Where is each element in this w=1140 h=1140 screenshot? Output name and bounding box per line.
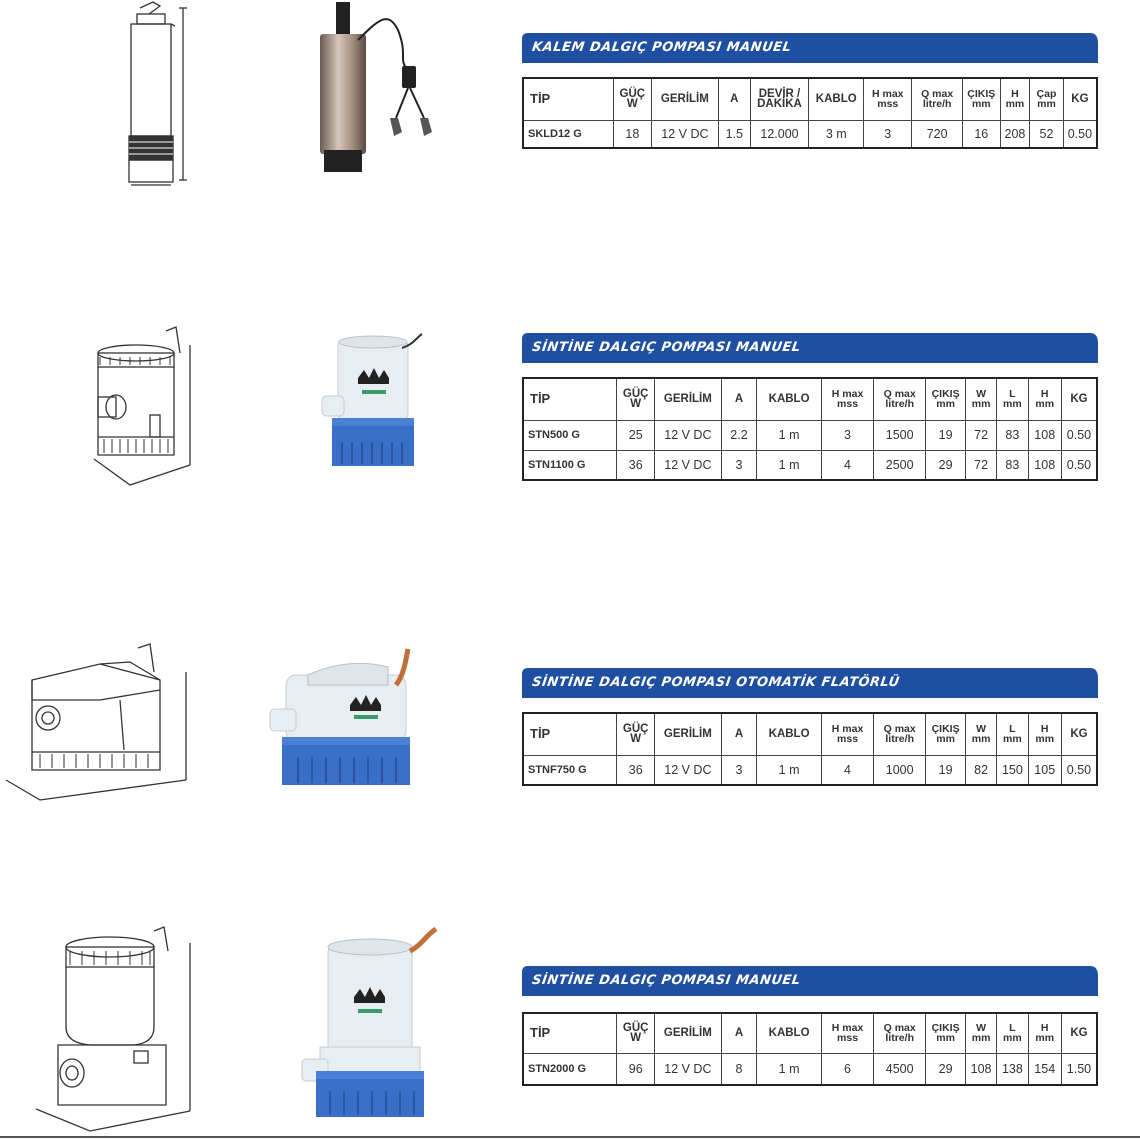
table-cell: 83 (997, 420, 1028, 450)
section-title: SİNTİNE DALGIÇ POMPASI MANUEL (531, 973, 802, 988)
model-code: STN1100 G (523, 450, 617, 480)
table-row (523, 120, 1097, 148)
table-row (523, 755, 1097, 785)
table-cell: 12 V DC (654, 450, 721, 480)
table-cell: 0.50 (1063, 120, 1097, 148)
header-cell: Q max litre/h (874, 1013, 926, 1053)
table-cell: 720 (912, 120, 962, 148)
header-cell: Q max litre/h (874, 713, 926, 755)
section-4-banner (522, 966, 1098, 996)
header-cell: A (721, 378, 756, 420)
header-cell: H max mss (821, 378, 873, 420)
header-cell: L mm (997, 713, 1028, 755)
header-cell: TİP (523, 713, 617, 755)
header-cell: ÇIKIŞ mm (926, 378, 966, 420)
table-cell: 108 (1028, 420, 1061, 450)
header-cell: W mm (965, 378, 996, 420)
table-cell: 3 (864, 120, 912, 148)
header-cell: H max mss (821, 1013, 873, 1053)
table-cell: 208 (1000, 120, 1029, 148)
table-cell: 12 V DC (654, 755, 721, 785)
pen-pump-photo (298, 0, 448, 180)
table-cell: 1 m (757, 450, 822, 480)
table-row (523, 450, 1097, 480)
header-cell: KABLO (757, 378, 822, 420)
header-cell: H mm (1028, 1013, 1061, 1053)
header-cell: L mm (997, 1013, 1028, 1053)
header-cell: W mm (965, 1013, 996, 1053)
table-cell: 12.000 (750, 120, 809, 148)
table-cell: 25 (617, 420, 655, 450)
header-cell: KABLO (757, 713, 822, 755)
header-cell: Q max litre/h (912, 78, 962, 120)
header-cell: GERİLİM (654, 378, 721, 420)
table-cell: 0.50 (1061, 450, 1097, 480)
table-cell: 36 (617, 450, 655, 480)
table-cell: 16 (962, 120, 1000, 148)
header-cell: ÇIKIŞ mm (962, 78, 1000, 120)
header-cell: L mm (997, 378, 1028, 420)
table-cell: 29 (926, 1053, 966, 1085)
table-cell: 138 (997, 1053, 1028, 1085)
table-cell: 6 (821, 1053, 873, 1085)
bilge-pump-drawing (80, 325, 200, 495)
table-cell: 52 (1030, 120, 1064, 148)
table-cell: 154 (1028, 1053, 1061, 1085)
table-cell: 8 (721, 1053, 756, 1085)
table-cell: 72 (965, 420, 996, 450)
table-cell: 4500 (874, 1053, 926, 1085)
header-cell: KABLO (757, 1013, 822, 1053)
table-cell: 0.50 (1061, 755, 1097, 785)
table-cell: 72 (965, 450, 996, 480)
table-cell: 150 (997, 755, 1028, 785)
model-code: STNF750 G (523, 755, 617, 785)
header-row (523, 378, 1097, 420)
header-cell: ÇIKIŞ mm (926, 713, 966, 755)
table-cell: 108 (965, 1053, 996, 1085)
table-cell: 3 (721, 450, 756, 480)
table-cell: 3 (821, 420, 873, 450)
header-cell: GÜÇ W (617, 713, 655, 755)
large-bilge-pump-drawing (30, 925, 210, 1135)
header-cell: KABLO (809, 78, 864, 120)
table-cell: 1500 (874, 420, 926, 450)
header-cell: H mm (1000, 78, 1029, 120)
model-code: STN500 G (523, 420, 617, 450)
header-cell: DEVİR / DAKİKA (750, 78, 809, 120)
header-cell: KG (1061, 713, 1097, 755)
header-cell: A (721, 1013, 756, 1053)
section-title: SİNTİNE DALGIÇ POMPASI OTOMATİK FLATÖRLÜ (531, 675, 901, 690)
header-cell: GÜÇ W (617, 1013, 655, 1053)
model-code: STN2000 G (523, 1053, 617, 1085)
spec-table-bilge-pump-manual (522, 377, 1098, 481)
table-row (523, 1053, 1097, 1085)
table-cell: 2500 (874, 450, 926, 480)
header-cell: H mm (1028, 713, 1061, 755)
table-cell: 12 V DC (654, 1053, 721, 1085)
table-cell: 1.50 (1061, 1053, 1097, 1085)
table-cell: 0.50 (1061, 420, 1097, 450)
header-cell: TİP (523, 78, 613, 120)
header-cell: GERİLİM (654, 713, 721, 755)
header-cell: A (719, 78, 751, 120)
float-pump-photo (268, 645, 428, 795)
spec-table-large-bilge-pump (522, 1012, 1098, 1086)
header-cell: A (721, 713, 756, 755)
spec-table-float-pump (522, 712, 1098, 786)
table-cell: 19 (926, 420, 966, 450)
table-cell: 4 (821, 450, 873, 480)
header-cell: TİP (523, 1013, 617, 1053)
table-cell: 105 (1028, 755, 1061, 785)
header-cell: ÇIKIŞ mm (926, 1013, 966, 1053)
bilge-pump-photo (318, 330, 428, 475)
table-cell: 83 (997, 450, 1028, 480)
table-cell: 12 V DC (651, 120, 718, 148)
table-cell: 1 m (757, 755, 822, 785)
table-cell: 1 m (757, 1053, 822, 1085)
table-cell: 82 (965, 755, 996, 785)
header-cell: KG (1061, 378, 1097, 420)
section-2-banner (522, 333, 1098, 363)
table-cell: 29 (926, 450, 966, 480)
header-cell: Çap mm (1030, 78, 1064, 120)
pen-pump-drawing (115, 0, 195, 190)
table-cell: 2.2 (721, 420, 756, 450)
spec-table-pen-pump (522, 77, 1098, 149)
header-cell: GERİLİM (654, 1013, 721, 1053)
section-3-banner (522, 668, 1098, 698)
header-cell: H mm (1028, 378, 1061, 420)
float-pump-drawing (0, 640, 200, 810)
header-cell: KG (1061, 1013, 1097, 1053)
header-cell: GÜÇ W (613, 78, 651, 120)
table-cell: 36 (617, 755, 655, 785)
header-cell: GERİLİM (651, 78, 718, 120)
table-cell: 3 (721, 755, 756, 785)
table-cell: 108 (1028, 450, 1061, 480)
table-cell: 18 (613, 120, 651, 148)
header-cell: H max mss (821, 713, 873, 755)
table-row (523, 420, 1097, 450)
header-cell: KG (1063, 78, 1097, 120)
header-cell: Q max litre/h (874, 378, 926, 420)
model-code: SKLD12 G (523, 120, 613, 148)
table-cell: 1 m (757, 420, 822, 450)
table-cell: 1000 (874, 755, 926, 785)
section-1-banner (522, 33, 1098, 63)
table-cell: 4 (821, 755, 873, 785)
header-row (523, 713, 1097, 755)
table-cell: 12 V DC (654, 420, 721, 450)
header-row (523, 1013, 1097, 1053)
header-cell: TİP (523, 378, 617, 420)
section-title: KALEM DALGIÇ POMPASI MANUEL (531, 40, 793, 55)
footer-divider (0, 1136, 1140, 1138)
header-cell: W mm (965, 713, 996, 755)
table-cell: 1.5 (719, 120, 751, 148)
header-row (523, 78, 1097, 120)
header-cell: GÜÇ W (617, 378, 655, 420)
table-cell: 96 (617, 1053, 655, 1085)
table-cell: 3 m (809, 120, 864, 148)
large-bilge-pump-photo (300, 925, 450, 1125)
section-title: SİNTİNE DALGIÇ POMPASI MANUEL (531, 340, 802, 355)
header-cell: H max mss (864, 78, 912, 120)
table-cell: 19 (926, 755, 966, 785)
